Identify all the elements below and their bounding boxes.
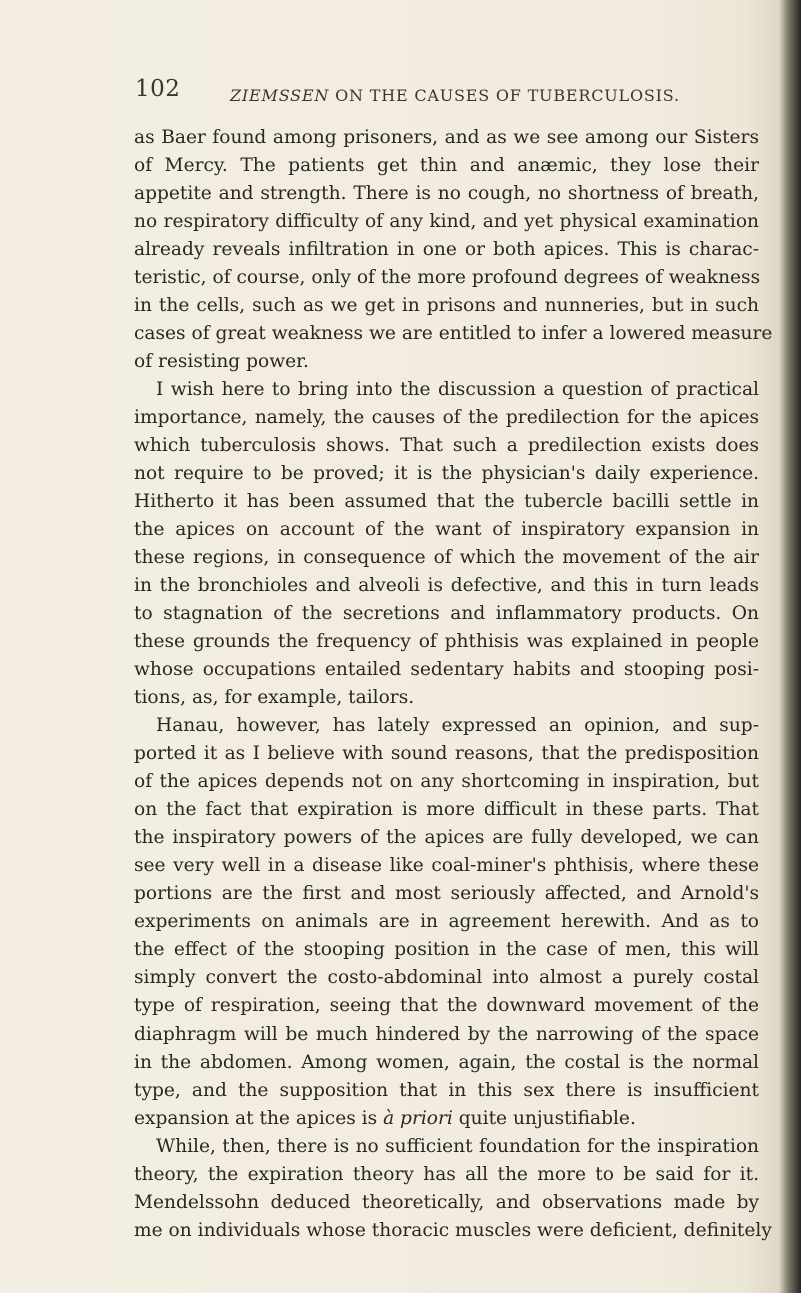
text-line: I wish here to bring into the discussion a question of practical	[156, 379, 759, 401]
text-line: the apices on account of the want of inspiratory expansion in	[134, 519, 759, 541]
text-line: theory, the expiration theory has all the more to be said for it.	[134, 1163, 759, 1185]
text-line: whose occupations entailed sedentary habits and stooping posi-	[134, 659, 759, 681]
text-line: Hanau, however, has lately expressed an opinion, and sup-	[156, 715, 759, 737]
text-line: Hitherto it has been assumed that the tubercle bacilli settle in	[134, 491, 759, 513]
text-line: no respiratory difficulty of any kind, and yet physical examination	[134, 211, 759, 233]
text-line: the effect of the stooping position in the case of men, this will	[134, 939, 759, 961]
text-line: teristic, of course, only of the more profound degrees of weakness	[134, 267, 761, 289]
text-line: see very well in a disease like coal-miner's phthisis, where these	[134, 855, 759, 877]
text-line: tions, as, for example, tailors.	[134, 687, 415, 709]
text-line	[134, 1105, 759, 1133]
text-line: importance, namely, the causes of the predilection for the apices	[134, 407, 759, 429]
text-line: appetite and strength. There is no cough, no shortness of breath,	[134, 183, 759, 205]
running-head-author: ZIEMSSEN	[230, 86, 330, 105]
text-line: ported it as I believe with sound reasons, that the predisposition	[134, 743, 759, 765]
text-line: these regions, in consequence of which the movement of the air	[134, 547, 759, 569]
body-text	[134, 124, 773, 1245]
text-line: type, and the supposition that in this sex there is insufficient	[134, 1079, 759, 1101]
text-line: in the bronchioles and alveoli is defective, and this in turn leads	[134, 575, 759, 597]
text-line-start: expansion at the apices is	[134, 1107, 384, 1129]
text-line: portions are the first and most seriously affected, and Arnold's	[134, 883, 759, 905]
text-line: of the apices depends not on any shortcoming in inspiration, but	[134, 771, 759, 793]
page-number: 102	[135, 76, 181, 102]
text-line: me on individuals whose thoracic muscles were deficient, definitely	[134, 1219, 772, 1241]
running-head	[230, 86, 680, 105]
text-line: of Mercy. The patients get thin and anæmic, they lose their	[134, 155, 759, 177]
page-header	[135, 76, 735, 116]
text-line: in the cells, such as we get in prisons and nunneries, but in such	[134, 295, 759, 317]
text-line: the inspiratory powers of the apices are fully developed, we can	[134, 827, 759, 849]
text-line: simply convert the costo-abdominal into almost a purely costal	[134, 967, 759, 989]
text-line: on the fact that expiration is more difficult in these parts. That	[134, 799, 759, 821]
text-line: already reveals infiltration in one or both apices. This is charac-	[134, 239, 759, 261]
text-line: to stagnation of the secretions and inflammatory products. On	[134, 603, 759, 625]
text-line: cases of great weakness we are entitled to infer a lowered measure	[134, 323, 773, 345]
text-line: of resisting power.	[134, 351, 309, 373]
text-line: type of respiration, seeing that the downward movement of the	[134, 995, 759, 1017]
running-head-title: ON THE CAUSES OF TUBERCULOSIS.	[329, 86, 680, 105]
text-line: not require to be proved; it is the physician's daily experience.	[134, 463, 759, 485]
text-line: as Baer found among prisoners, and as we see among our Sisters	[134, 127, 759, 148]
text-line: While, then, there is no sufficient foundation for the inspiration	[156, 1135, 759, 1157]
text-line: which tuberculosis shows. That such a predilection exists does	[134, 435, 759, 457]
text-line: experiments on animals are in agreement herewith. And as to	[134, 911, 759, 933]
text-line: diaphragm will be much hindered by the narrowing of the space	[134, 1023, 759, 1045]
text-line: Mendelssohn deduced theoretically, and observations made by	[134, 1191, 759, 1213]
text-line: in the abdomen. Among women, again, the costal is the normal	[134, 1051, 759, 1073]
italic-phrase: à priori	[383, 1107, 453, 1129]
text-line-end: quite unjustifiable.	[452, 1107, 636, 1129]
page-edge-shadow	[779, 0, 801, 1293]
text-line: these grounds the frequency of phthisis was explained in people	[134, 631, 759, 653]
